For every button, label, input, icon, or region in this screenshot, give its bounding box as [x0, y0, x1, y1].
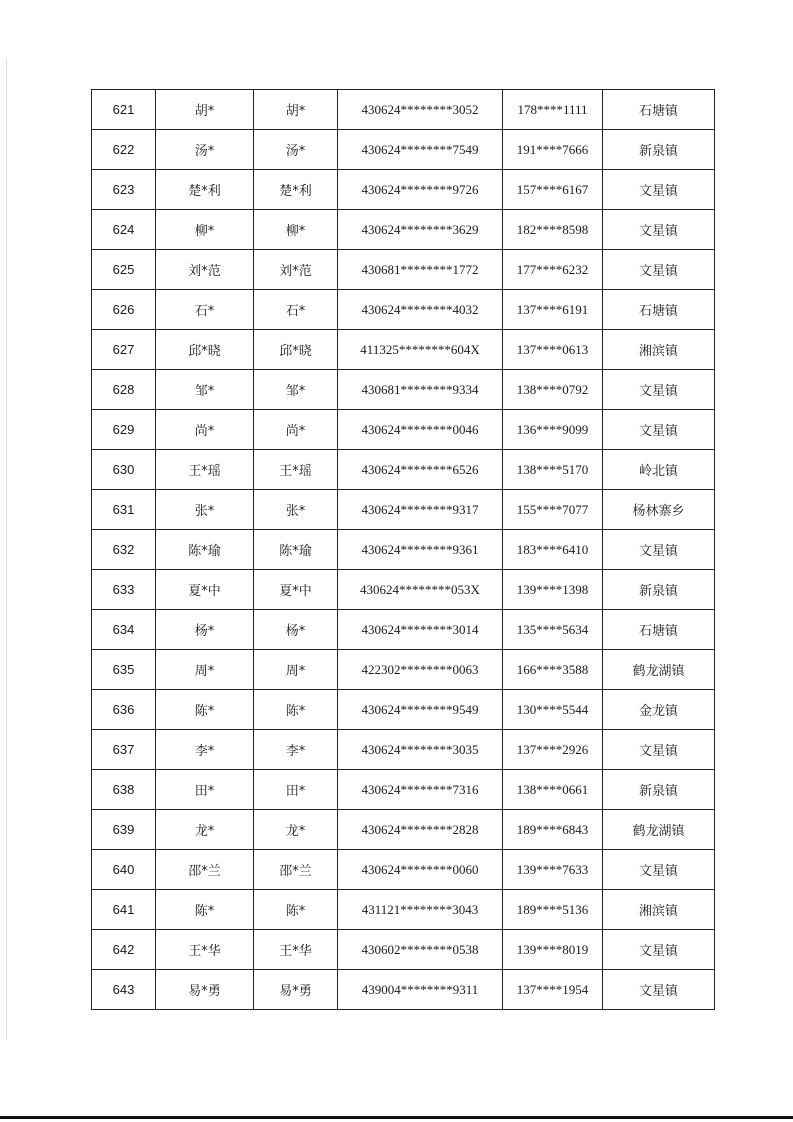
id-number: 431121********3043: [338, 890, 503, 930]
row-number: 625: [92, 250, 156, 290]
row-number: 631: [92, 490, 156, 530]
applicant-name: 易*勇: [156, 970, 254, 1010]
row-number: 643: [92, 970, 156, 1010]
table-row: [92, 450, 715, 490]
applicant-name: 陈*: [156, 690, 254, 730]
table-row: [92, 810, 715, 850]
township: 文星镇: [603, 530, 715, 570]
township: 文星镇: [603, 850, 715, 890]
township: 鹤龙湖镇: [603, 650, 715, 690]
payee-name: 楚*利: [254, 170, 338, 210]
payee-name: 邵*兰: [254, 850, 338, 890]
row-number: 622: [92, 130, 156, 170]
row-number: 630: [92, 450, 156, 490]
payee-name: 陈*: [254, 690, 338, 730]
binding-margin-dots: [6, 60, 9, 1040]
phone-number: 157****6167: [503, 170, 603, 210]
phone-number: 135****5634: [503, 610, 603, 650]
row-number: 627: [92, 330, 156, 370]
table-row: [92, 730, 715, 770]
table-row: [92, 210, 715, 250]
row-number: 638: [92, 770, 156, 810]
row-number: 639: [92, 810, 156, 850]
phone-number: 137****6191: [503, 290, 603, 330]
id-number: 430681********1772: [338, 250, 503, 290]
applicant-name: 李*: [156, 730, 254, 770]
township: 文星镇: [603, 970, 715, 1010]
phone-number: 166****3588: [503, 650, 603, 690]
table-row: [92, 610, 715, 650]
applicant-name: 王*华: [156, 930, 254, 970]
applicant-name: 石*: [156, 290, 254, 330]
phone-number: 138****0661: [503, 770, 603, 810]
id-number: 430681********9334: [338, 370, 503, 410]
payee-name: 柳*: [254, 210, 338, 250]
payee-name: 刘*范: [254, 250, 338, 290]
phone-number: 189****6843: [503, 810, 603, 850]
payee-name: 易*勇: [254, 970, 338, 1010]
applicant-name: 田*: [156, 770, 254, 810]
row-number: 642: [92, 930, 156, 970]
id-number: 430624********2828: [338, 810, 503, 850]
id-number: 430624********4032: [338, 290, 503, 330]
id-number: 411325********604X: [338, 330, 503, 370]
applicant-name: 邱*晓: [156, 330, 254, 370]
phone-number: 182****8598: [503, 210, 603, 250]
id-number: 430624********9549: [338, 690, 503, 730]
payee-name: 陈*瑜: [254, 530, 338, 570]
payee-name: 王*瑶: [254, 450, 338, 490]
id-number: 430624********7316: [338, 770, 503, 810]
applicant-name: 龙*: [156, 810, 254, 850]
table-row: [92, 530, 715, 570]
applicant-name: 夏*中: [156, 570, 254, 610]
registry-table-body: [92, 90, 715, 1010]
applicant-name: 刘*范: [156, 250, 254, 290]
row-number: 636: [92, 690, 156, 730]
township: 金龙镇: [603, 690, 715, 730]
row-number: 635: [92, 650, 156, 690]
applicant-name: 陈*: [156, 890, 254, 930]
payee-name: 汤*: [254, 130, 338, 170]
phone-number: 130****5544: [503, 690, 603, 730]
id-number: 439004********9311: [338, 970, 503, 1010]
township: 文星镇: [603, 250, 715, 290]
table-row: [92, 90, 715, 130]
township: 湘滨镇: [603, 330, 715, 370]
township: 石塘镇: [603, 290, 715, 330]
phone-number: 155****7077: [503, 490, 603, 530]
phone-number: 139****7633: [503, 850, 603, 890]
phone-number: 189****5136: [503, 890, 603, 930]
table-row: [92, 650, 715, 690]
township: 新泉镇: [603, 770, 715, 810]
applicant-name: 汤*: [156, 130, 254, 170]
table-row: [92, 570, 715, 610]
table-row: [92, 930, 715, 970]
phone-number: 191****7666: [503, 130, 603, 170]
phone-number: 138****0792: [503, 370, 603, 410]
township: 文星镇: [603, 410, 715, 450]
phone-number: 177****6232: [503, 250, 603, 290]
township: 杨林寨乡: [603, 490, 715, 530]
table-row: [92, 130, 715, 170]
row-number: 628: [92, 370, 156, 410]
payee-name: 周*: [254, 650, 338, 690]
table-row: [92, 850, 715, 890]
phone-number: 178****1111: [503, 90, 603, 130]
township: 文星镇: [603, 170, 715, 210]
page-bottom-rule: [0, 1116, 793, 1119]
id-number: 430624********3014: [338, 610, 503, 650]
id-number: 430624********9317: [338, 490, 503, 530]
phone-number: 137****2926: [503, 730, 603, 770]
id-number: 430624********3052: [338, 90, 503, 130]
table-row: [92, 770, 715, 810]
row-number: 640: [92, 850, 156, 890]
applicant-name: 柳*: [156, 210, 254, 250]
id-number: 430602********0538: [338, 930, 503, 970]
payee-name: 张*: [254, 490, 338, 530]
table-row: [92, 490, 715, 530]
payee-name: 杨*: [254, 610, 338, 650]
table-row: [92, 890, 715, 930]
id-number: 430624********9361: [338, 530, 503, 570]
payee-name: 夏*中: [254, 570, 338, 610]
township: 新泉镇: [603, 570, 715, 610]
row-number: 621: [92, 90, 156, 130]
phone-number: 137****1954: [503, 970, 603, 1010]
applicant-name: 楚*利: [156, 170, 254, 210]
applicant-name: 杨*: [156, 610, 254, 650]
township: 岭北镇: [603, 450, 715, 490]
id-number: 430624********3629: [338, 210, 503, 250]
township: 文星镇: [603, 930, 715, 970]
row-number: 629: [92, 410, 156, 450]
registry-table: [91, 89, 715, 1010]
id-number: 430624********7549: [338, 130, 503, 170]
applicant-name: 胡*: [156, 90, 254, 130]
id-number: 430624********053X: [338, 570, 503, 610]
table-row: [92, 290, 715, 330]
township: 文星镇: [603, 370, 715, 410]
phone-number: 139****8019: [503, 930, 603, 970]
id-number: 430624********3035: [338, 730, 503, 770]
payee-name: 王*华: [254, 930, 338, 970]
phone-number: 139****1398: [503, 570, 603, 610]
payee-name: 胡*: [254, 90, 338, 130]
phone-number: 183****6410: [503, 530, 603, 570]
township: 石塘镇: [603, 90, 715, 130]
township: 石塘镇: [603, 610, 715, 650]
table-row: [92, 410, 715, 450]
table-row: [92, 170, 715, 210]
payee-name: 陈*: [254, 890, 338, 930]
row-number: 623: [92, 170, 156, 210]
township: 文星镇: [603, 210, 715, 250]
row-number: 632: [92, 530, 156, 570]
id-number: 422302********0063: [338, 650, 503, 690]
id-number: 430624********6526: [338, 450, 503, 490]
id-number: 430624********0046: [338, 410, 503, 450]
table-row: [92, 690, 715, 730]
applicant-name: 王*瑶: [156, 450, 254, 490]
applicant-name: 张*: [156, 490, 254, 530]
row-number: 637: [92, 730, 156, 770]
payee-name: 田*: [254, 770, 338, 810]
applicant-name: 尚*: [156, 410, 254, 450]
id-number: 430624********0060: [338, 850, 503, 890]
applicant-name: 周*: [156, 650, 254, 690]
payee-name: 尚*: [254, 410, 338, 450]
table-row: [92, 330, 715, 370]
table-row: [92, 970, 715, 1010]
payee-name: 石*: [254, 290, 338, 330]
row-number: 641: [92, 890, 156, 930]
township: 鹤龙湖镇: [603, 810, 715, 850]
township: 文星镇: [603, 730, 715, 770]
payee-name: 龙*: [254, 810, 338, 850]
phone-number: 138****5170: [503, 450, 603, 490]
id-number: 430624********9726: [338, 170, 503, 210]
phone-number: 137****0613: [503, 330, 603, 370]
township: 新泉镇: [603, 130, 715, 170]
applicant-name: 邵*兰: [156, 850, 254, 890]
table-row: [92, 250, 715, 290]
payee-name: 李*: [254, 730, 338, 770]
applicant-name: 邹*: [156, 370, 254, 410]
applicant-name: 陈*瑜: [156, 530, 254, 570]
row-number: 624: [92, 210, 156, 250]
payee-name: 邹*: [254, 370, 338, 410]
row-number: 634: [92, 610, 156, 650]
row-number: 626: [92, 290, 156, 330]
table-row: [92, 370, 715, 410]
township: 湘滨镇: [603, 890, 715, 930]
phone-number: 136****9099: [503, 410, 603, 450]
payee-name: 邱*晓: [254, 330, 338, 370]
row-number: 633: [92, 570, 156, 610]
